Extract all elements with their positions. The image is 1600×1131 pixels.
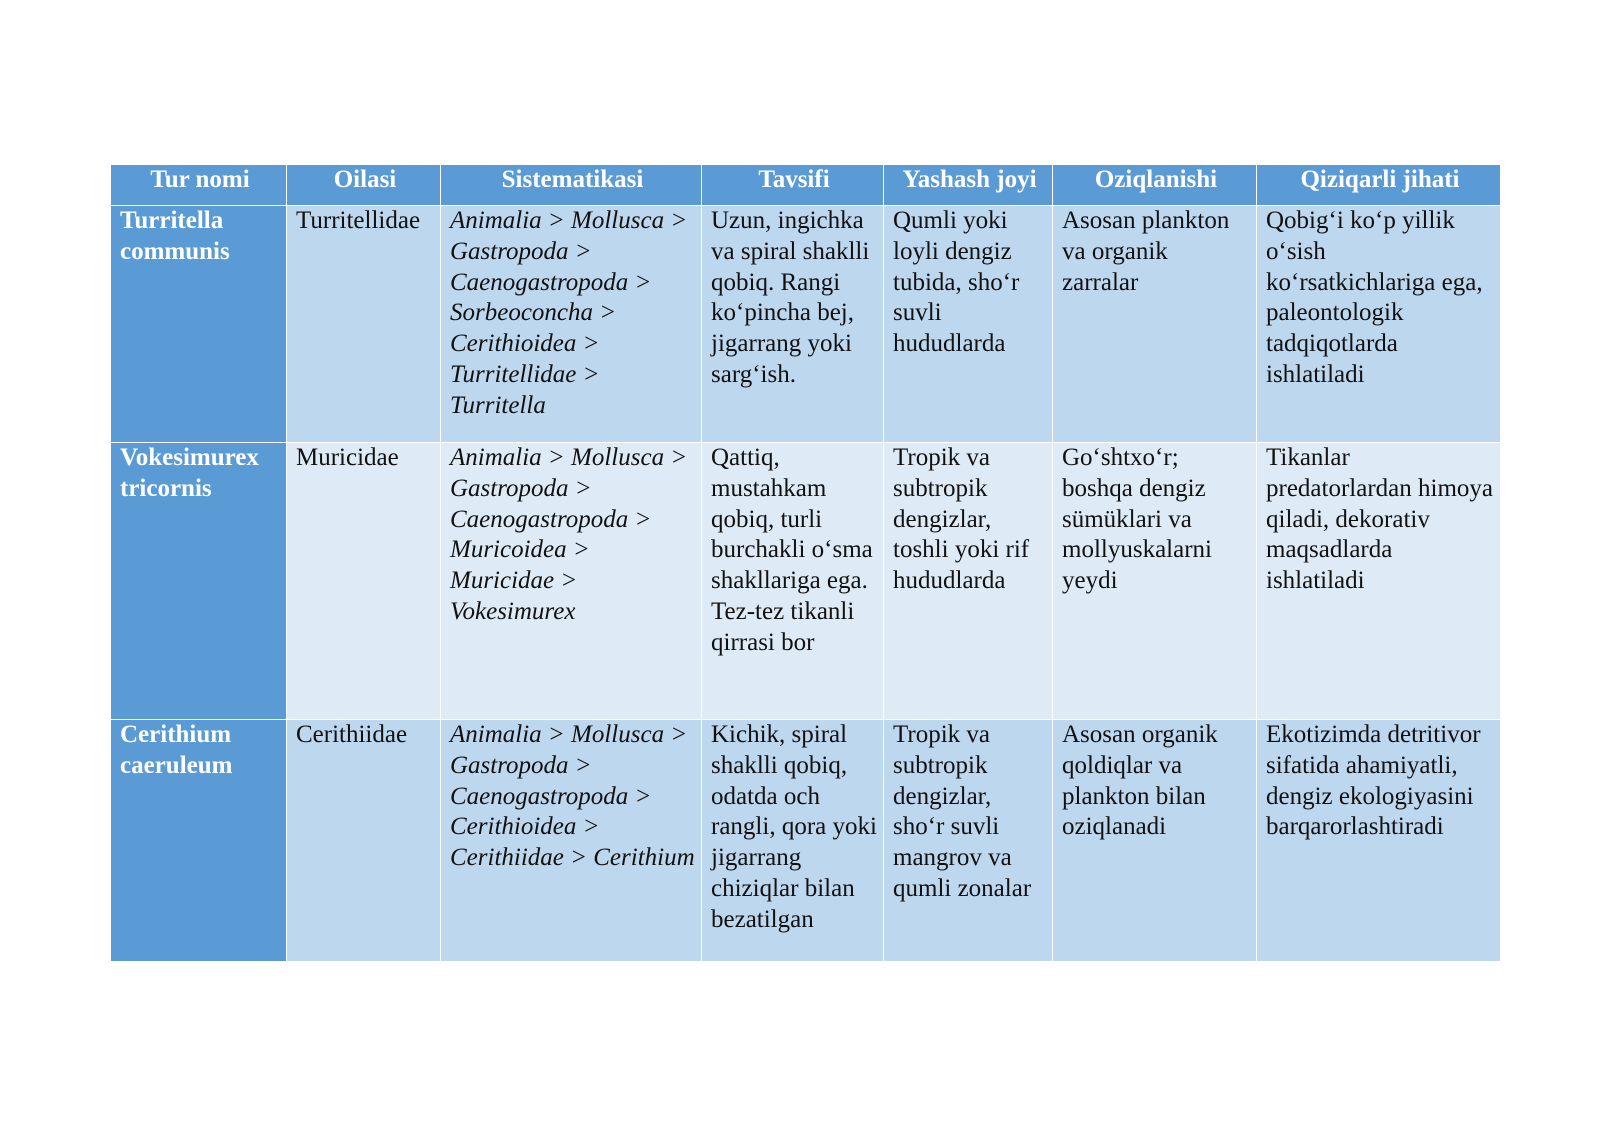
feeding-cell: Asosan organik qoldiqlar va plankton bilan oziqlanadi [1053,720,1257,962]
species-name-cell: Cerithium caeruleum [111,720,287,962]
description-cell: Qattiq, mustahkam qobiq, turli burchakli o‘sma shakllariga ega. Tez-tez tikanli qirrasi bor [702,443,884,720]
table-row [111,720,1501,962]
header-oilasi: Oilasi [287,165,441,206]
header-tur-nomi: Tur nomi [111,165,287,206]
family-cell: Turritellidae [287,206,441,443]
species-name-cell: Turritella communis [111,206,287,443]
systematics-cell: Animalia > Mollusca > Gastropoda > Caenogastropoda > Sorbeoconcha > Cerithioidea > Turritellidae > Turritella [441,206,702,443]
feeding-cell: Go‘shtxo‘r; boshqa dengiz sümüklari va mollyuskalarni yeydi [1053,443,1257,720]
interesting-fact-cell: Ekotizimda detritivor sifatida ahamiyatli, dengiz ekologiyasini barqarorlashtiradi [1257,720,1501,962]
family-cell: Muricidae [287,443,441,720]
description-cell: Uzun, ingichka va spiral shaklli qobiq. Rangi ko‘pincha bej, jigarrang yoki sarg‘ish. [702,206,884,443]
species-table [110,164,1501,962]
habitat-cell: Qumli yoki loyli dengiz tubida, sho‘r suvli hududlarda [884,206,1053,443]
feeding-cell: Asosan plankton va organik zarralar [1053,206,1257,443]
header-oziqlanishi: Oziqlanishi [1053,165,1257,206]
habitat-cell: Tropik va subtropik dengizlar, sho‘r suvli mangrov va qumli zonalar [884,720,1053,962]
header-yashash-joyi: Yashash joyi [884,165,1053,206]
habitat-cell: Tropik va subtropik dengizlar, toshli yoki rif hududlarda [884,443,1053,720]
table-row [111,206,1501,443]
table-row [111,443,1501,720]
description-cell: Kichik, spiral shaklli qobiq, odatda och rangli, qora yoki jigarrang chiziqlar bilan bezatilgan [702,720,884,962]
header-qiziqarli-jihati: Qiziqarli jihati [1257,165,1501,206]
table-header-row [111,165,1501,206]
systematics-cell: Animalia > Mollusca > Gastropoda > Caenogastropoda > Cerithioidea > Cerithiidae > Cerithium [441,720,702,962]
interesting-fact-cell: Tikanlar predatorlardan himoya qiladi, dekorativ maqsadlarda ishlatiladi [1257,443,1501,720]
header-tavsifi: Tavsifi [702,165,884,206]
systematics-cell: Animalia > Mollusca > Gastropoda > Caenogastropoda > Muricoidea > Muricidae > Vokesimurex [441,443,702,720]
family-cell: Cerithiidae [287,720,441,962]
header-sistematikasi: Sistematikasi [441,165,702,206]
interesting-fact-cell: Qobig‘i ko‘p yillik o‘sish ko‘rsatkichlariga ega, paleontologik tadqiqotlarda ishlatiladi [1257,206,1501,443]
species-name-cell: Vokesimurex tricornis [111,443,287,720]
